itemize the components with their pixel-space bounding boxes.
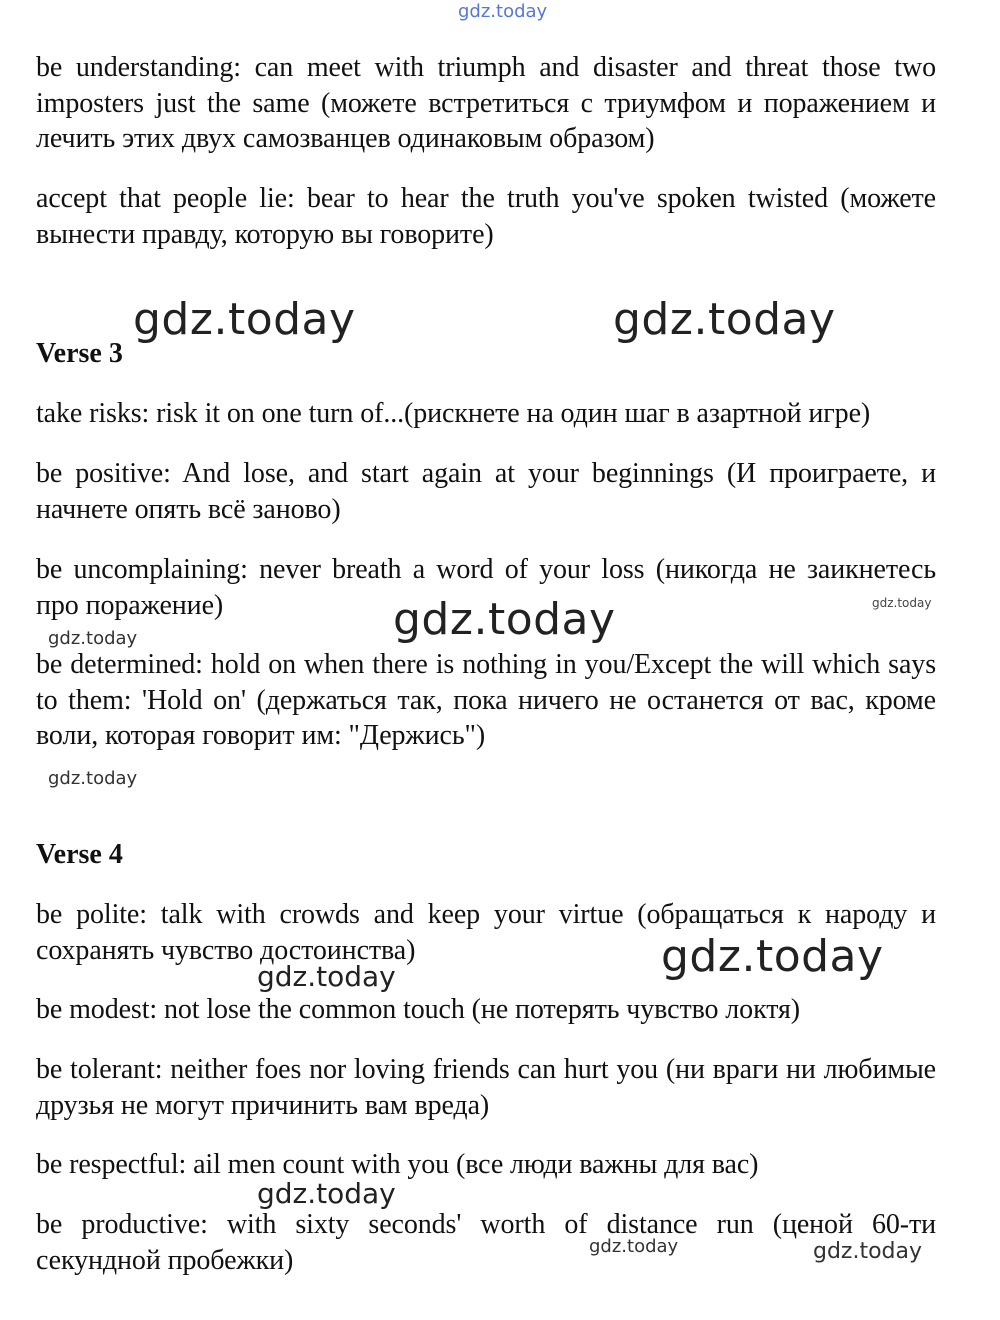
paragraph-be-determined: be determined: hold on when there is nothing in you/Except the will which says to them: 'Hold on' (держаться так, пока ничего не останется от вас, кроме воли, которая говорит им: "Держись"): [36, 649, 936, 751]
watermark-top: gdz.today: [458, 1, 548, 22]
watermark-small-4: gdz.today: [813, 1239, 923, 1264]
watermark-medium-1: gdz.today: [257, 960, 396, 993]
verse-4-heading: Verse 4: [36, 839, 123, 870]
paragraph-accept-people-lie: accept that people lie: bear to hear the truth you've spoken twisted (можете вынести правду, которую вы говорите): [36, 183, 936, 250]
paragraph-be-polite: be polite: talk with crowds and keep your virtue (обращаться к народу и сохранять чувство достоинства): [36, 899, 936, 966]
paragraph-be-tolerant: be tolerant: neither foes nor loving friends can hurt you (ни враги ни любимые друзья не могут причинить вам вреда): [36, 1054, 936, 1121]
watermark-small-1: gdz.today: [48, 628, 138, 649]
watermark-large-1: gdz.today: [133, 294, 356, 345]
watermark-large-2: gdz.today: [613, 294, 836, 345]
watermark-large-3: gdz.today: [393, 594, 616, 645]
watermark-small-2: gdz.today: [48, 768, 138, 789]
watermark-medium-2: gdz.today: [257, 1177, 396, 1210]
paragraph-be-respectful: be respectful: ail men count with you (все люди важны для вас): [36, 1149, 759, 1180]
watermark-large-4: gdz.today: [661, 931, 884, 982]
verse-3-heading: Verse 3: [36, 338, 123, 369]
watermark-tiny-1: gdz.today: [872, 596, 932, 610]
paragraph-be-productive: be productive: with sixty seconds' worth of distance run (ценой 60-ти секундной пробежки): [36, 1209, 936, 1276]
paragraph-be-positive: be positive: And lose, and start again at your beginnings (И проиграете, и начнете опять всё заново): [36, 458, 936, 525]
paragraph-be-uncomplaining: be uncomplaining: never breath a word of your loss (никогда не заикнетесь про поражение): [36, 554, 936, 621]
paragraph-be-modest: be modest: not lose the common touch (не потерять чувство локтя): [36, 994, 800, 1025]
paragraph-take-risks: take risks: risk it on one turn of...(рискнете на один шаг в азартной игре): [36, 398, 871, 429]
paragraph-be-understanding: be understanding: can meet with triumph and disaster and threat those two imposters just the same (можете встретиться с триумфом и поражением и лечить этих двух самозванцев одинаковым образом): [36, 52, 936, 154]
watermark-small-3: gdz.today: [589, 1236, 679, 1257]
